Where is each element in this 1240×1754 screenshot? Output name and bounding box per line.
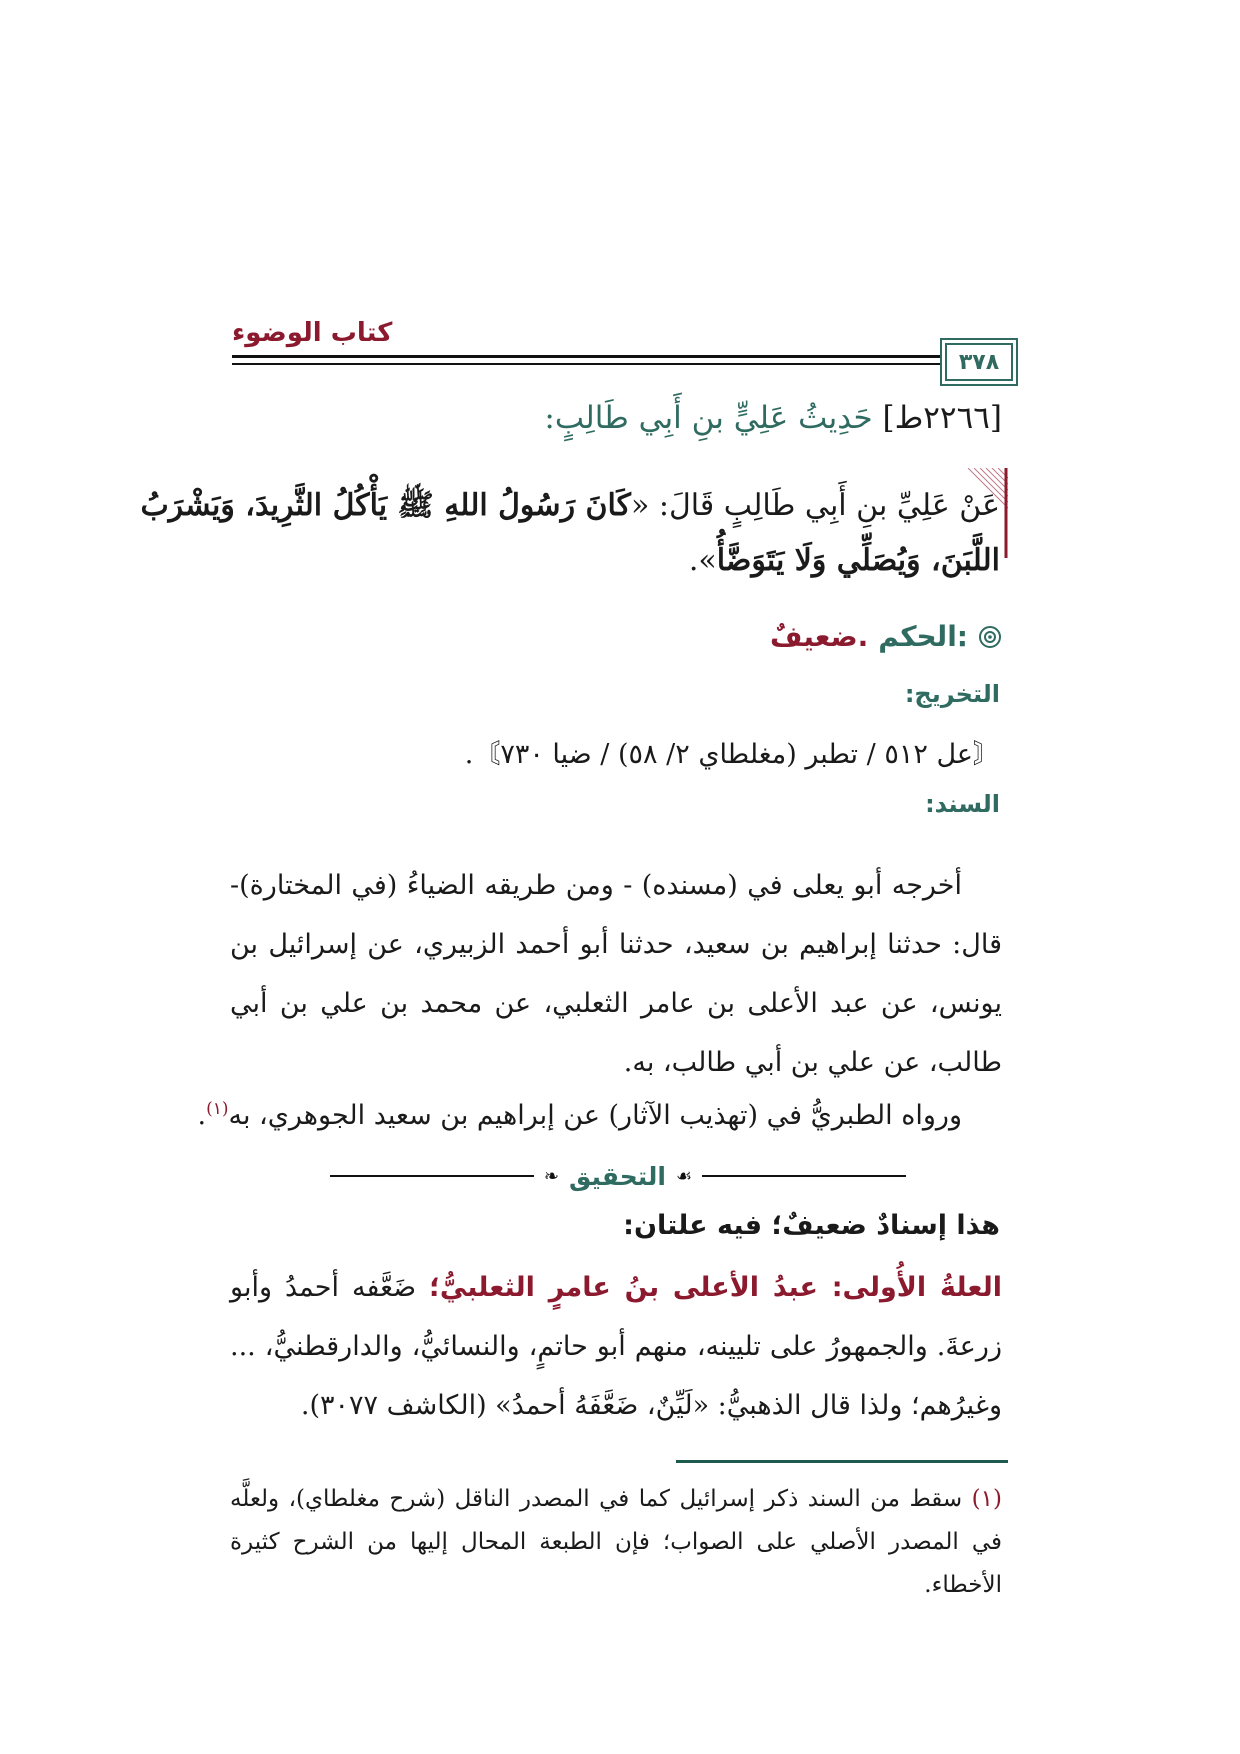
ruling-value: ضعيفٌ. <box>769 620 869 653</box>
header-rule-bottom <box>232 363 1005 365</box>
ruling-label: الحكم: <box>878 620 968 653</box>
sanad-paragraph-2-end: . <box>197 1100 207 1131</box>
hadith-text-line-1 <box>140 487 1000 530</box>
hadith-intro: عَنْ عَلِيِّ بنِ أَبِي طَالِبٍ قَالَ: « <box>630 488 1000 523</box>
footnote-mark: (١) <box>971 1486 1002 1512</box>
sanad-paragraph-2-text: ورواه الطبريُّ في (تهذيب الآثار) عن إبراهيم بن سعيد الجوهري، به <box>228 1100 962 1131</box>
first-defect-title: العلةُ الأُولى: عبدُ الأعلى بنُ عامرٍ الثعلبيُّ؛ <box>429 1272 1003 1303</box>
hadith-text-line-2 <box>689 543 1000 578</box>
hadith-number: [٢٢٦٦ط] <box>882 400 1002 436</box>
takhrij-heading: التخريج: <box>904 680 1000 708</box>
header-rule-top <box>232 355 1005 358</box>
hadith-matn-1: كَانَ رَسُولُ اللهِ ﷺ يَأْكُلُ الثَّرِيدَ، وَيَشْرَبُ <box>140 488 631 523</box>
flower-ornament-icon <box>978 625 1002 649</box>
page-number: ٣٧٨ <box>958 349 1000 375</box>
footnote-rule <box>676 1460 1008 1463</box>
ruling <box>770 620 1002 653</box>
sanad-heading: السند: <box>925 790 1000 818</box>
tahqiq-heading: التحقيق <box>569 1161 666 1191</box>
footnote-reference[interactable]: (١) <box>206 1099 229 1119</box>
divider-ornament-icon: ❧ <box>543 1165 560 1187</box>
isnad-summary: هذا إسنادٌ ضعيفٌ؛ فيه علتان: <box>623 1210 1000 1241</box>
sanad-paragraph-2 <box>197 1080 1002 1145</box>
book-title: كتاب الوضوء <box>232 318 393 348</box>
divider-line-left <box>330 1175 534 1177</box>
hadith-title: حَدِيثُ عَلِيٍّ بنِ أَبِي طَالِبٍ: <box>544 400 873 436</box>
footnote-text: سقط من السند ذكر إسرائيل كما في المصدر الناقل (شرح مغلطاي)، ولعلَّه في المصدر الأصلي على الصواب؛ فإن الطبعة المحال إليها من الشرح كثيرة الأخطاء. <box>230 1486 1002 1598</box>
page-number-frame <box>945 343 1013 381</box>
takhrij-text: 〘عل ٥١٢ / تطبر (مغلطاي ٢/ ٥٨) / ضيا ٧٣٠〙. <box>464 739 1000 770</box>
sanad-paragraph-1: أخرجه أبو يعلى في (مسنده) - ومن طريقه الضياءُ (في المختارة)- قال: حدثنا إبراهيم بن سعيد، حدثنا أبو أحمد الزبيري، عن إسرائيل بن يونس، عن عبد الأعلى بن عامر الثعلبي، عن محمد بن علي بن أبي طالب، عن علي بن أبي طالب، به. <box>230 870 1002 1078</box>
hadith-heading <box>544 400 1002 436</box>
hadith-end: ». <box>688 543 717 578</box>
divider-line-right <box>702 1175 906 1177</box>
divider-ornament-icon: ☙ <box>675 1165 693 1187</box>
tahqiq-divider <box>330 1161 906 1191</box>
footnote <box>230 1478 1002 1607</box>
hadith-matn-2: اللَّبَنَ، وَيُصَلِّي وَلَا يَتَوَضَّأُ <box>716 543 1000 578</box>
first-defect-text: ضَعَّفه أحمدُ وأبو زرعةَ. والجمهورُ على تليينه، منهم أبو حاتمٍ، والنسائيُّ، والدارقطنيُّ، ... وغيرُهم؛ ولذا قال الذهبيُّ: «لَيِّنٌ، ضَعَّفَهُ أحمدُ» (الكاشف ٣٠٧٧). <box>230 1272 1002 1421</box>
first-defect-paragraph <box>230 1258 1002 1435</box>
